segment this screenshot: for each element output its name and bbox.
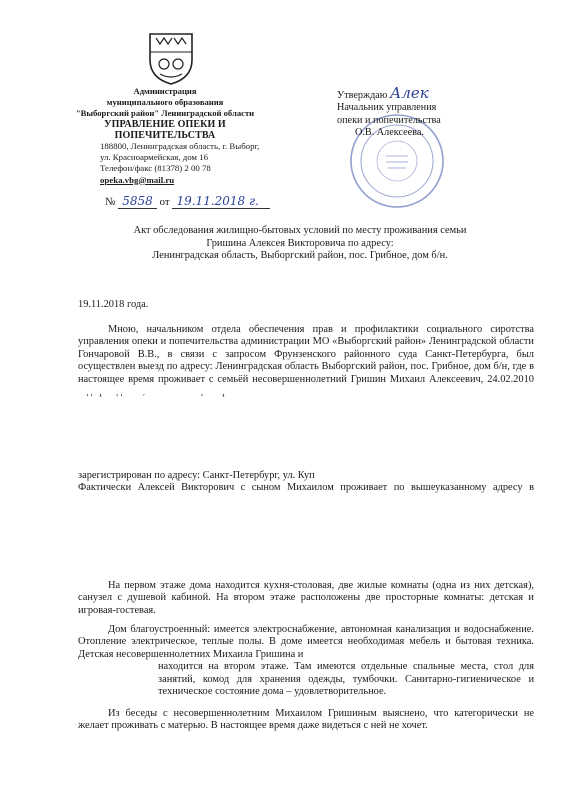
number-sign: № bbox=[105, 196, 116, 208]
coat-of-arms-emblem bbox=[146, 30, 196, 86]
act-date: 19.11.2018 года. bbox=[78, 299, 149, 310]
title-line-1: Акт обследования жилищно-бытовых условий по месту проживания семьи bbox=[133, 225, 467, 236]
approval-block bbox=[337, 84, 441, 139]
document-date: 19.11.2018 г. bbox=[172, 194, 270, 209]
approver-position-1: Начальник управления bbox=[337, 102, 437, 114]
title-line-3: Ленинградская область, Выборгский район, пос. Грибное, дом б/н. bbox=[152, 250, 448, 261]
document-number: 5858 bbox=[118, 194, 157, 209]
approver-name: О.В. Алексеева. bbox=[355, 126, 424, 138]
header-line-administration: Администрация bbox=[133, 86, 197, 96]
approve-label: Утверждаю bbox=[337, 90, 388, 101]
header-email: opeka.vbg@mail.ru bbox=[100, 174, 175, 185]
title-line-2: Гришина Алексея Викторовича по адресу: bbox=[206, 237, 394, 249]
paragraph-house-layout bbox=[78, 580, 534, 617]
redacted-area bbox=[70, 386, 540, 394]
paragraph-5: Из беседы с несовершеннолетним Михаилом Гришиным выяснено, что категорически не желает проживать с матерью. В настоящее время даже видеться с ней не хочет. bbox=[78, 708, 534, 732]
paragraph-3: На первом этаже дома находится кухня-столовая, две жилые комнаты (одна из них детская), санузел с душевой кабиной. На втором этаже расположены две просторные комнаты: детская и игровая-гостевая. bbox=[78, 580, 534, 616]
paragraph-4: Дом благоустроенный: имеется электроснабжение, автономная канализация и водоснабжение. Отопление электрическое, теплые полы. В доме имеется необходимая мебель и бытовая техника. Детская несовершеннолетних Михаила Гришина и bbox=[78, 624, 534, 660]
approver-position-2: опеки и попечительства bbox=[337, 114, 441, 126]
header-line-department: УПРАВЛЕНИЕ ОПЕКИ И ПОПЕЧИТЕЛЬСТВА bbox=[104, 119, 226, 141]
paragraph-amenities bbox=[78, 624, 534, 698]
paragraph-4-continued: находится на втором этаже. Там имеются отдельные спальные места, стол для занятий, комод для хранения одежды, тумбочки. Санитарно-гигиеническое и техническое состояние дома – удовлетворительное. bbox=[158, 661, 534, 698]
paragraph-conversation bbox=[78, 708, 534, 733]
header-line-district: "Выборгский район" Ленинградской области bbox=[75, 108, 255, 118]
header-address-2: ул. Красноармейская, дом 16 bbox=[100, 152, 208, 163]
handwritten-signature: Алек bbox=[389, 84, 429, 102]
redacted-block bbox=[70, 498, 540, 580]
paragraph-1: Мною, начальником отдела обеспечения прав и профилактики социального сиротства управления опеки и попечительства администрации МО «Выборгский район» Ленинградской области Гончаровой В.В., в связи с запросом Фрунзенского районного суда Санкт-Петербурга, был осуществлен выезд по адресу: Ленинградская область Выборгский район, пос. Грибное, дом б/н, где в настоящее время проживает с семьёй несовершеннолетний Гришин Михаил Алексеевич, 24.02.2010 bbox=[78, 324, 534, 385]
header-phone: Телефон/факс (81378) 2 00 78 bbox=[100, 163, 211, 174]
header-address-1: 188800, Ленинградская область, г. Выборг, bbox=[100, 141, 260, 151]
paragraph-2: Фактически Алексей Викторович с сыном Михаилом проживает по вышеуказанному адресу в bbox=[78, 482, 534, 494]
header-line-municipality: муниципального образования bbox=[106, 97, 224, 107]
issuer-header bbox=[60, 86, 270, 186]
number-from-label: от bbox=[159, 196, 170, 208]
paragraph-2-partial: зарегистрирован по адресу: Санкт-Петербург, ул. Куп bbox=[78, 470, 315, 481]
act-title bbox=[70, 225, 530, 263]
document-number-line bbox=[105, 194, 270, 209]
